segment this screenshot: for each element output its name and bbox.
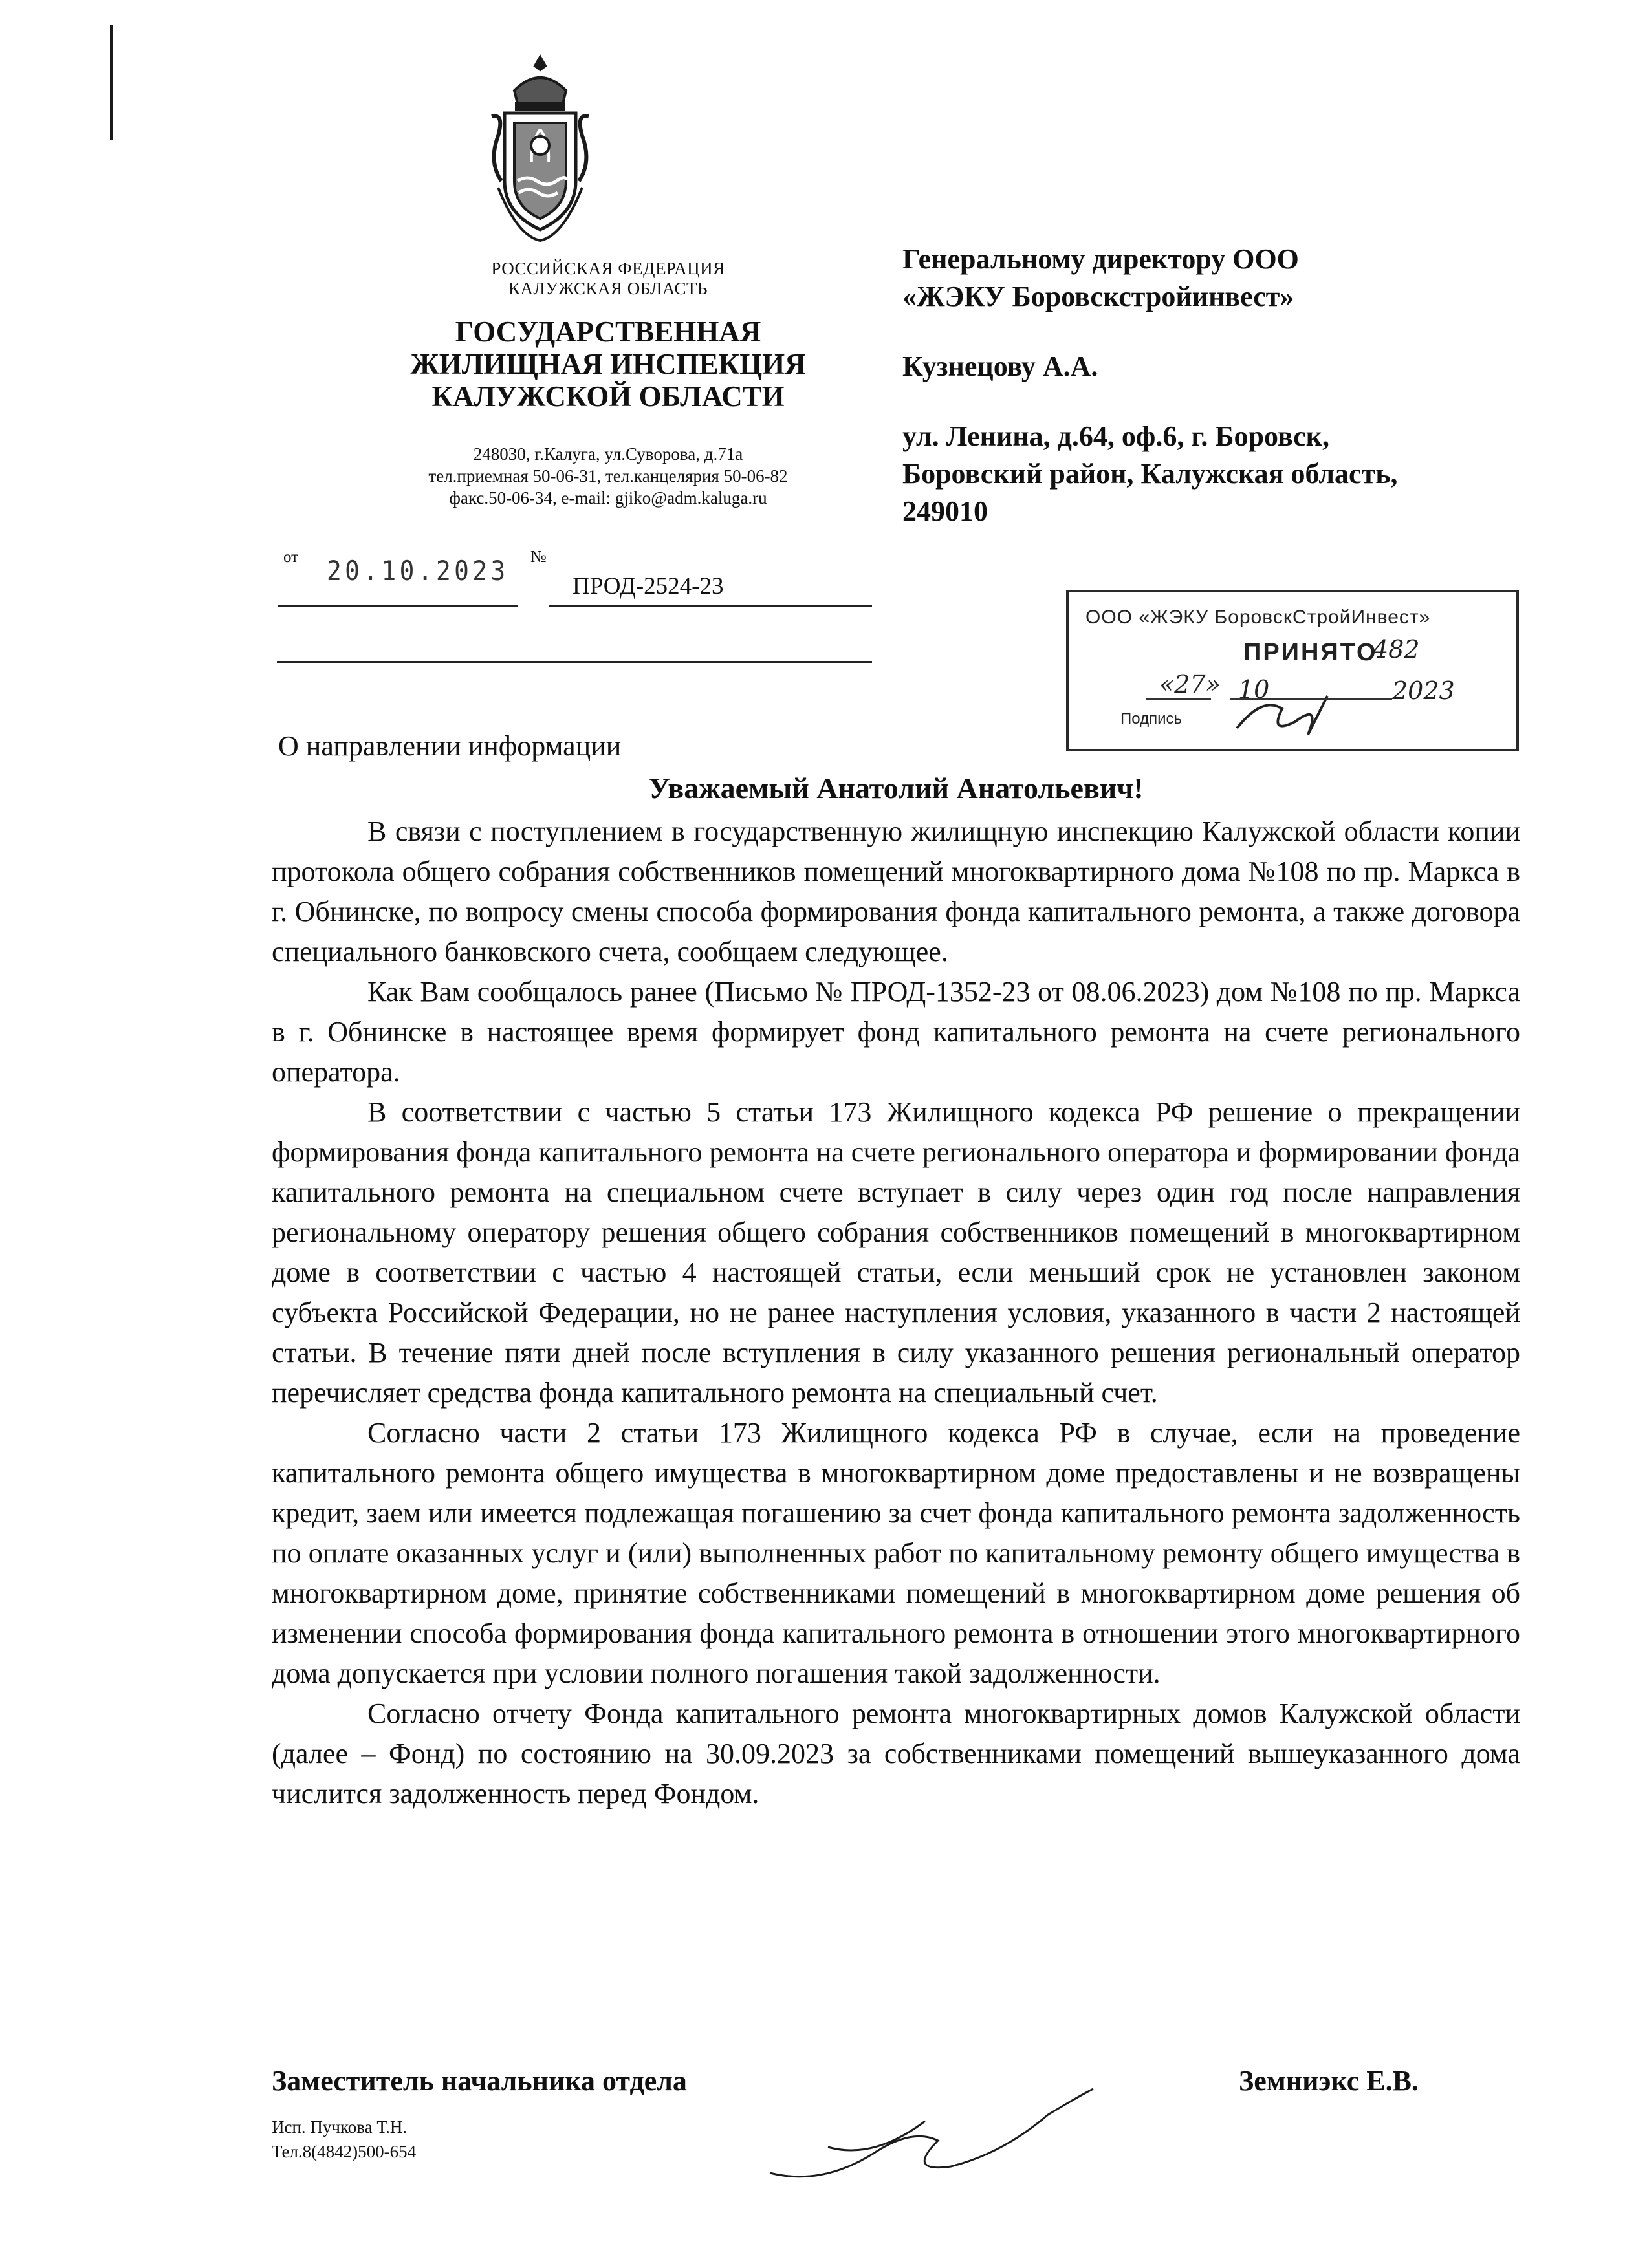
- addressee-line-1: Генеральному директору ООО: [902, 243, 1299, 275]
- country-text: РОССИЙСКАЯ ФЕДЕРАЦИЯ: [491, 259, 725, 278]
- agency-line-2: ЖИЛИЩНАЯ ИНСПЕКЦИЯ: [410, 348, 806, 380]
- signatory-role: Заместитель начальника отдела: [272, 2065, 687, 2097]
- letter-subject: О направлении информации: [278, 730, 622, 762]
- agency-line-3: КАЛУЖСКОЙ ОБЛАСТИ: [431, 380, 785, 413]
- number-underline: [549, 605, 872, 607]
- stamp-day: «27»: [1159, 670, 1221, 698]
- stamp-date-lines: [1146, 696, 1444, 702]
- stamp-handwritten-signature: [1224, 683, 1353, 748]
- received-stamp: [1066, 590, 1519, 751]
- agency-name: [323, 316, 893, 413]
- addressee-line-2: «ЖЭКУ Боровскстройинвест»: [902, 281, 1294, 312]
- body-paragraph: Согласно отчету Фонда капитального ремонта многоквартирных домов Калужской области (далее – Фонд) по состоянию на 30.09.2023 за собственниками помещений вышеуказанного дома числится задолженность перед Фондом.: [272, 1698, 1520, 1809]
- agency-phones: тел.приемная 50-06-31, тел.канцелярия 50-06-82: [428, 466, 788, 486]
- outgoing-number: ПРОД-2524-23: [573, 573, 724, 599]
- date-label: от: [283, 548, 299, 566]
- coat-of-arms-emblem: [479, 52, 602, 246]
- date-value: 20.10.2023: [327, 555, 509, 587]
- stamp-number: 482: [1373, 635, 1420, 664]
- date-underline: [278, 605, 518, 607]
- agency-contacts: [311, 443, 906, 509]
- executor-name: Исп. Пучкова Т.Н.: [272, 2117, 408, 2137]
- addressee-address-1: ул. Ленина, д.64, оф.6, г. Боровск,: [902, 420, 1330, 452]
- addressee-block: [902, 241, 1556, 530]
- body-paragraph: Как Вам сообщалось ранее (Письмо № ПРОД-1352-23 от 08.06.2023) дом №108 по пр. Маркса в г. Обнинске в настоящее время формирует фонд капитального ремонта на счете регионального оператора.: [272, 976, 1520, 1088]
- number-label: №: [530, 547, 547, 566]
- addressee-name: Кузнецову А.А.: [902, 351, 1098, 382]
- stamp-accepted: ПРИНЯТО: [1243, 639, 1378, 666]
- agency-fax-email: факс.50-06-34, e-mail: gjiko@adm.kaluga.ru: [449, 488, 767, 508]
- stamp-year: 2023: [1392, 676, 1455, 705]
- addressee-postcode: 249010: [902, 495, 988, 527]
- issuer-country: [362, 259, 854, 299]
- stamp-month: 10: [1238, 675, 1270, 704]
- agency-line-1: ГОСУДАРСТВЕННАЯ: [455, 316, 761, 348]
- reference-line: [277, 661, 872, 663]
- scan-edge-mark: [110, 25, 113, 140]
- stamp-org: ООО «ЖЭКУ БоровскСтройИнвест»: [1085, 607, 1431, 628]
- executor-info: [272, 2115, 416, 2164]
- body-paragraph: В соответствии с частью 5 статьи 173 Жилищного кодекса РФ решение о прекращении формирования фонда капитального ремонта на счете регионального оператора и формировании фонда капитального ремонта на специальном счете вступает в силу через один год после направления региональному оператору решения общего собрания собственников помещений в многоквартирном доме в соответствии с частью 4 настоящей статьи, если меньший срок не установлен законом субъекта Российской Федерации, но не ранее наступления условия, указанного в части 2 настоящей статьи. В течение пяти дней после вступления в силу указанного решения региональный оператор перечисляет средства фонда капитального ремонта на специальный счет.: [272, 1096, 1520, 1409]
- executor-phone: Тел.8(4842)500-654: [272, 2142, 417, 2161]
- body-paragraph: Согласно части 2 статьи 173 Жилищного кодекса РФ в случае, если на проведение капитального ремонта общего имущества в многоквартирном доме предоставлены и не возвращены кредит, заем или имеется подлежащая погашению за счет фонда капитального ремонта задолженность по оплате оказанных услуг и (или) выполненных работ по капитальному ремонту общего имущества в многоквартирном доме, принятие собственниками помещений в многоквартирном доме решения об изменении способа формирования фонда капитального ремонта в отношении этого многоквартирного дома допускается при условии полного погашения такой задолженности.: [272, 1417, 1520, 1689]
- handwritten-signature: [744, 2076, 1106, 2199]
- signatory-name: Земниэкс Е.В.: [1239, 2065, 1419, 2097]
- stamp-signature-label: Подпись: [1120, 710, 1182, 728]
- salutation: Уважаемый Анатолий Анатольевич!: [648, 772, 1144, 805]
- region-text: КАЛУЖСКАЯ ОБЛАСТЬ: [508, 279, 708, 298]
- addressee-address-2: Боровский район, Калужская область,: [902, 458, 1398, 490]
- agency-address: 248030, г.Калуга, ул.Суворова, д.71а: [473, 444, 743, 464]
- letter-body: [272, 812, 1520, 1814]
- body-paragraph: В связи с поступлением в государственную жилищную инспекцию Калужской области копии протокола общего собрания собственников помещений многоквартирного дома №108 по пр. Маркса в г. Обнинске, по вопросу смены способа формирования фонда капитального ремонта, а также договора специального банковского счета, сообщаем следующее.: [272, 815, 1520, 967]
